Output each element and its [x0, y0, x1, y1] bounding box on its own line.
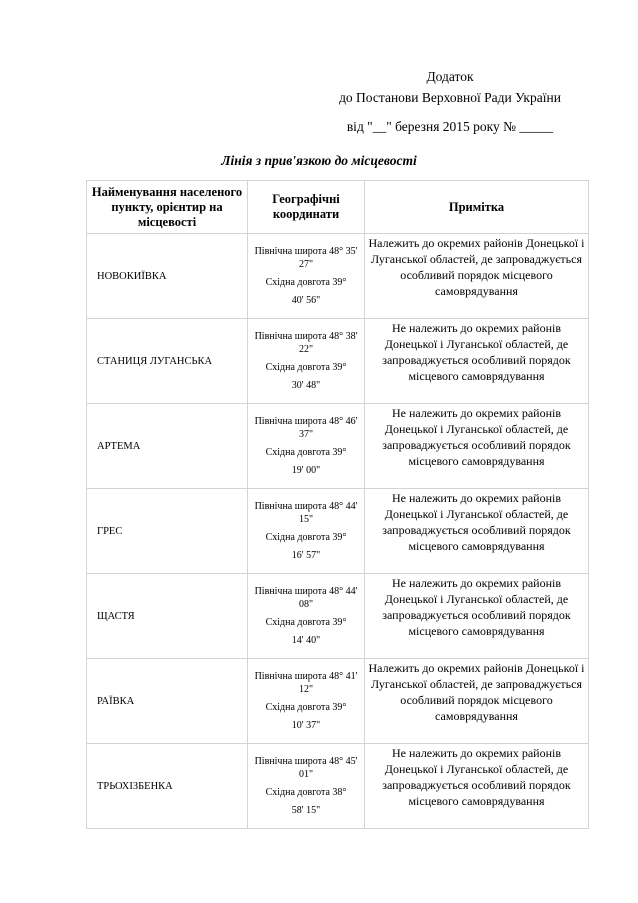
note-cell	[365, 659, 589, 744]
note: Не належить до окремих районів Донецької і Луганської областей, де запроваджується особливий порядок місцевого самоврядування	[382, 491, 571, 553]
document-header	[300, 66, 600, 137]
location-name: РАЇВКА	[87, 659, 248, 744]
longitude-degrees: Східна довгота 39°	[265, 702, 347, 713]
column-header-name: Найменування населеного пункту, орієнтир на місцевості	[87, 181, 248, 234]
latitude: Північна широта 48° 35' 27"	[254, 246, 358, 270]
coordinates	[248, 744, 365, 829]
longitude-degrees: Східна довгота 38°	[265, 787, 347, 798]
location-name: АРТЕМА	[87, 404, 248, 489]
latitude: Північна широта 48° 46' 37"	[254, 416, 358, 440]
appendix-label: Додаток	[426, 69, 474, 84]
longitude-degrees: Східна довгота 39°	[265, 277, 347, 288]
longitude-degrees: Східна довгота 39°	[265, 532, 347, 543]
note: Належить до окремих районів Донецької і Луганської областей, де запроваджується особливий порядок місцевого самоврядування	[368, 236, 585, 298]
note-cell	[365, 319, 589, 404]
coordinates	[248, 404, 365, 489]
location-name: СТАНИЦЯ ЛУГАНСЬКА	[87, 319, 248, 404]
location-name: ТРЬОХІЗБЕНКА	[87, 744, 248, 829]
location-name: НОВОКИЇВКА	[87, 234, 248, 319]
table-row	[87, 234, 589, 319]
coordinates	[248, 489, 365, 574]
document-title: Лінія з прив'язкою до місцевості	[221, 153, 417, 168]
table-row	[87, 659, 589, 744]
longitude-minutes: 14' 40"	[291, 635, 321, 646]
note-cell	[365, 574, 589, 659]
latitude: Північна широта 48° 45' 01"	[254, 756, 358, 780]
location-name: ГРЕС	[87, 489, 248, 574]
longitude-minutes: 40' 56"	[291, 295, 321, 306]
coordinates	[248, 319, 365, 404]
coordinates	[248, 659, 365, 744]
longitude-degrees: Східна довгота 39°	[265, 447, 347, 458]
resolution-date: від "__" березня 2015 року № _____	[346, 119, 554, 134]
note: Не належить до окремих районів Донецької і Луганської областей, де запроваджується особливий порядок місцевого самоврядування	[382, 576, 571, 638]
note: Не належить до окремих районів Донецької і Луганської областей, де запроваджується особливий порядок місцевого самоврядування	[382, 321, 571, 383]
longitude-minutes: 16' 57"	[291, 550, 321, 561]
note-cell	[365, 404, 589, 489]
column-header-note: Примітка	[365, 181, 589, 234]
longitude-minutes: 30' 48"	[291, 380, 321, 391]
table-header-row	[87, 181, 589, 234]
table-row	[87, 489, 589, 574]
locations-table	[86, 180, 589, 829]
longitude-minutes: 58' 15"	[291, 805, 321, 816]
note-cell	[365, 234, 589, 319]
table-row	[87, 404, 589, 489]
longitude-minutes: 10' 37"	[291, 720, 321, 731]
column-header-coordinates: Географічні координати	[248, 181, 365, 234]
note: Належить до окремих районів Донецької і Луганської областей, де запроваджується особливий порядок місцевого самоврядування	[368, 661, 585, 723]
longitude-minutes: 19' 00"	[291, 465, 321, 476]
location-name: ЩАСТЯ	[87, 574, 248, 659]
longitude-degrees: Східна довгота 39°	[265, 617, 347, 628]
note: Не належить до окремих районів Донецької і Луганської областей, де запроваджується особливий порядок місцевого самоврядування	[382, 746, 571, 808]
coordinates	[248, 574, 365, 659]
table-row	[87, 744, 589, 829]
latitude: Північна широта 48° 44' 15"	[254, 501, 358, 525]
latitude: Північна широта 48° 38' 22"	[254, 331, 358, 355]
note: Не належить до окремих районів Донецької і Луганської областей, де запроваджується особливий порядок місцевого самоврядування	[382, 406, 571, 468]
table-row	[87, 319, 589, 404]
latitude: Північна широта 48° 41' 12"	[254, 671, 358, 695]
latitude: Північна широта 48° 44' 08"	[254, 586, 358, 610]
resolution-reference: до Постанови Верховної Ради України	[339, 90, 561, 105]
table-row	[87, 574, 589, 659]
longitude-degrees: Східна довгота 39°	[265, 362, 347, 373]
coordinates	[248, 234, 365, 319]
note-cell	[365, 489, 589, 574]
note-cell	[365, 744, 589, 829]
